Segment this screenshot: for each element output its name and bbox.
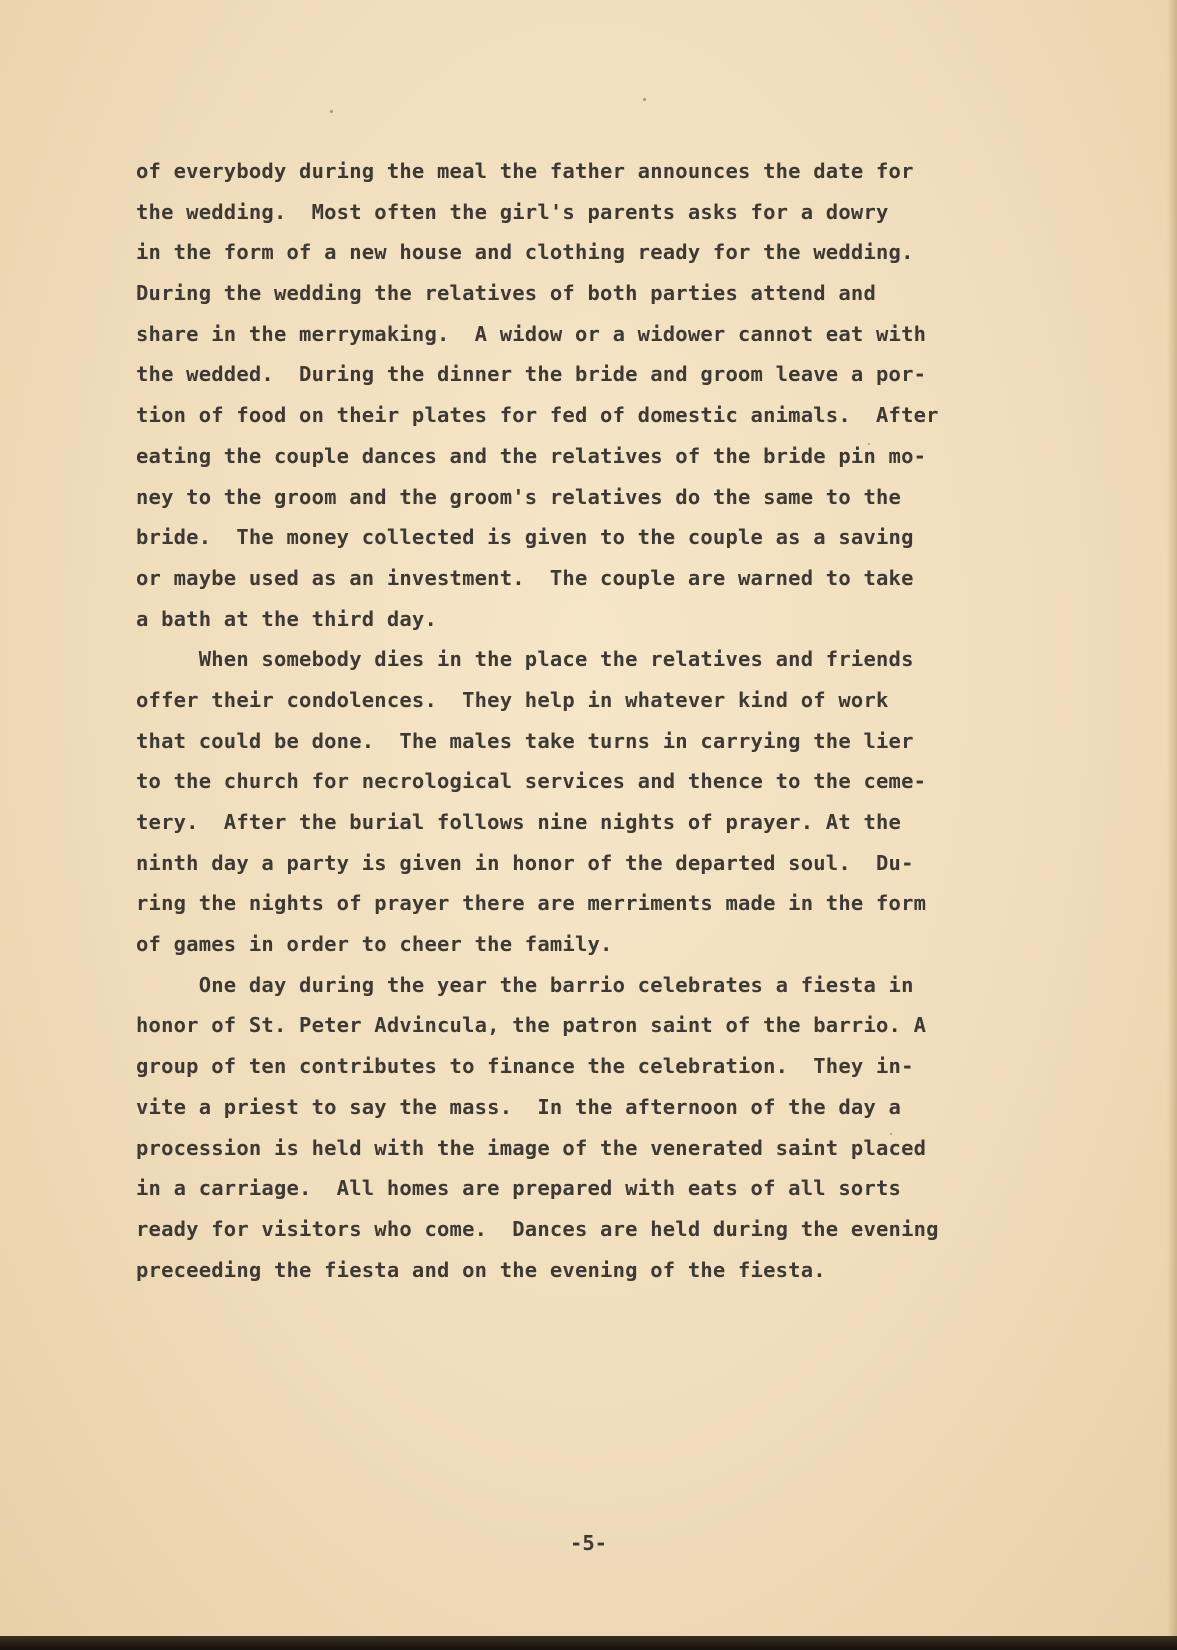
text-line: share in the merrymaking. A widow or a widower cannot eat with	[136, 321, 927, 346]
text-line: During the wedding the relatives of both parties attend and	[136, 281, 876, 306]
text-line: group of ten contributes to finance the celebration. They in-	[136, 1054, 914, 1079]
text-line: or maybe used as an investment. The couple are warned to take	[136, 565, 914, 590]
text-line: procession is held with the image of the venerated saint placed	[136, 1135, 927, 1160]
text-line: in the form of a new house and clothing ready for the wedding.	[136, 240, 914, 265]
text-line: of games in order to cheer the family.	[136, 932, 613, 957]
text-line: a bath at the third day.	[136, 606, 438, 631]
paper-speck	[330, 110, 333, 113]
text-line: in a carriage. All homes are prepared with eats of all sorts	[136, 1176, 902, 1201]
text-line: of everybody during the meal the father announces the date for	[136, 159, 914, 183]
text-line: tery. After the burial follows nine nights of prayer. At the	[136, 810, 902, 834]
text-line: When somebody dies in the place the relatives and friends	[136, 647, 914, 672]
text-line: ready for visitors who come. Dances are held during the evening	[136, 1216, 939, 1241]
text-line: One day during the year the barrio celebrates a fiesta in	[136, 972, 914, 997]
text-line: ring the nights of prayer there are merriments made in the form	[136, 891, 927, 916]
text-line: eating the couple dances and the relatives of the bride pin mo-	[136, 443, 927, 468]
text-line: to the church for necrological services and thence to the ceme-	[136, 769, 927, 794]
text-line: ninth day a party is given in honor of the departed soul. Du-	[136, 850, 914, 875]
typed-body-text	[136, 151, 1096, 1290]
text-line: offer their condolences. They help in whatever kind of work	[136, 687, 889, 712]
text-line: that could be done. The males take turns in carrying the lier	[136, 728, 914, 753]
paper-speck	[643, 98, 646, 101]
text-line: tion of food on their plates for fed of domestic animals. After	[136, 403, 939, 428]
text-line: the wedded. During the dinner the bride and groom leave a por-	[136, 362, 927, 387]
text-line: honor of St. Peter Advincula, the patron saint of the barrio. A	[136, 1013, 927, 1038]
page-bottom-edge	[0, 1636, 1177, 1650]
text-line: bride. The money collected is given to the couple as a saving	[136, 525, 914, 550]
page-number: -5-	[569, 1531, 608, 1555]
text-line: vite a priest to say the mass. In the afternoon of the day a	[136, 1094, 902, 1119]
text-line: ney to the groom and the groom's relatives do the same to the	[136, 484, 902, 509]
text-line: the wedding. Most often the girl's parents asks for a dowry	[136, 199, 889, 224]
page-right-edge-shadow	[1167, 0, 1177, 1636]
text-line: preceeding the fiesta and on the evening of the fiesta.	[136, 1257, 826, 1282]
